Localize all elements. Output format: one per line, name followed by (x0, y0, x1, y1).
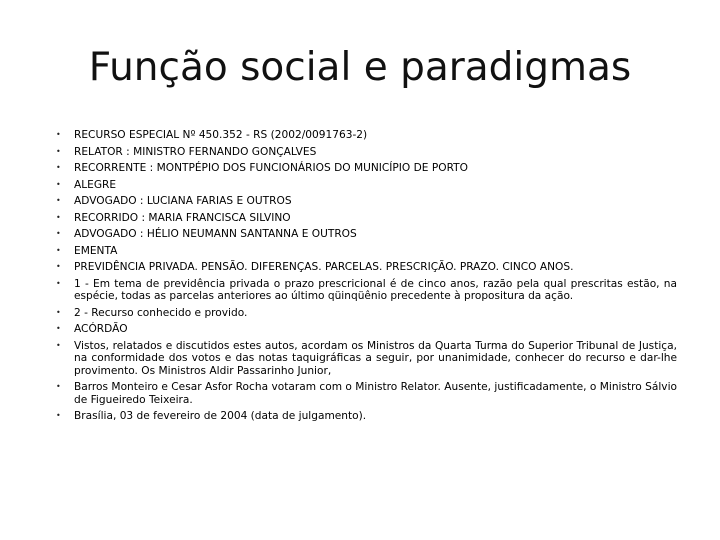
list-item-text: ADVOGADO : HÉLIO NEUMANN SANTANNA E OUTROS (74, 228, 357, 240)
bullet-icon: • (56, 179, 61, 189)
list-item-text: 1 - Em tema de previdência privada o prazo prescricional é de cinco anos, razão pela qual prescritas estão, na espécie, todas as parcelas anteriores ao último qüinqüênio precedente à propositura da ação. (74, 277, 677, 302)
list-item (52, 127, 677, 144)
bullet-icon: • (56, 278, 61, 288)
list-item-text: 2 - Recurso conhecido e provido. (74, 306, 248, 319)
list-item (52, 379, 677, 408)
bullet-icon: • (56, 212, 61, 222)
list-item-text: PREVIDÊNCIA PRIVADA. PENSÃO. DIFERENÇAS. PARCELAS. PRESCRIÇÃO. PRAZO. CINCO ANOS. (74, 261, 574, 273)
list-item-text: EMENTA (74, 244, 118, 257)
list-item-text: ADVOGADO : LUCIANA FARIAS E OUTROS (74, 195, 292, 207)
list-item (52, 338, 677, 380)
list-item (52, 259, 677, 276)
bullet-icon: • (56, 163, 61, 172)
bullet-icon: • (56, 146, 61, 156)
bullet-icon: • (56, 245, 61, 255)
list-item-text: ACÓRDÃO (74, 323, 128, 335)
list-item (52, 193, 677, 210)
bullet-icon: • (56, 262, 61, 271)
list-item (52, 210, 677, 227)
list-item-text: Barros Monteiro e Cesar Asfor Rocha votaram com o Ministro Relator. Ausente, justificadamente, o Ministro Sálvio de Figueiredo Teixeira. (74, 381, 677, 406)
list-item (52, 408, 677, 425)
list-item-text: Vistos, relatados e discutidos estes autos, acordam os Ministros da Quarta Turma do Superior Tribunal de Justiça, na conformidade dos votos e das notas taquigráficas a seguir, por unanimidade, conhecer do recurso e dar-lhe provimento. Os Ministros Aldir Passarinho Junior, (74, 339, 677, 377)
bullet-icon: • (56, 411, 61, 420)
bullet-icon: • (56, 196, 61, 205)
bullet-icon: • (56, 130, 61, 139)
list-item-text: RELATOR : MINISTRO FERNANDO GONÇALVES (74, 145, 317, 158)
list-item-text: RECORRENTE : MONTPÉPIO DOS FUNCIONÁRIOS DO MUNICÍPIO DE PORTO (74, 162, 468, 174)
bullet-icon: • (56, 340, 61, 350)
list-item (52, 321, 677, 338)
list-item (52, 276, 677, 305)
slide-title: Função social e paradigmas (88, 45, 632, 90)
bullet-icon: • (56, 229, 61, 238)
list-item (52, 243, 677, 260)
bullet-list (52, 127, 677, 425)
list-item (52, 226, 677, 243)
list-item (52, 305, 677, 322)
list-item (52, 160, 677, 177)
bullet-icon: • (56, 307, 61, 317)
list-item-text: Brasília, 03 de fevereiro de 2004 (data de julgamento). (74, 410, 367, 422)
list-item (52, 144, 677, 161)
list-item-text: ALEGRE (74, 178, 117, 191)
list-item (52, 177, 677, 194)
list-item-text: RECURSO ESPECIAL Nº 450.352 - RS (2002/0091763-2) (74, 129, 368, 141)
bullet-icon: • (56, 324, 61, 333)
bullet-icon: • (56, 382, 61, 391)
list-item-text: RECORRIDO : MARIA FRANCISCA SILVINO (74, 211, 291, 224)
